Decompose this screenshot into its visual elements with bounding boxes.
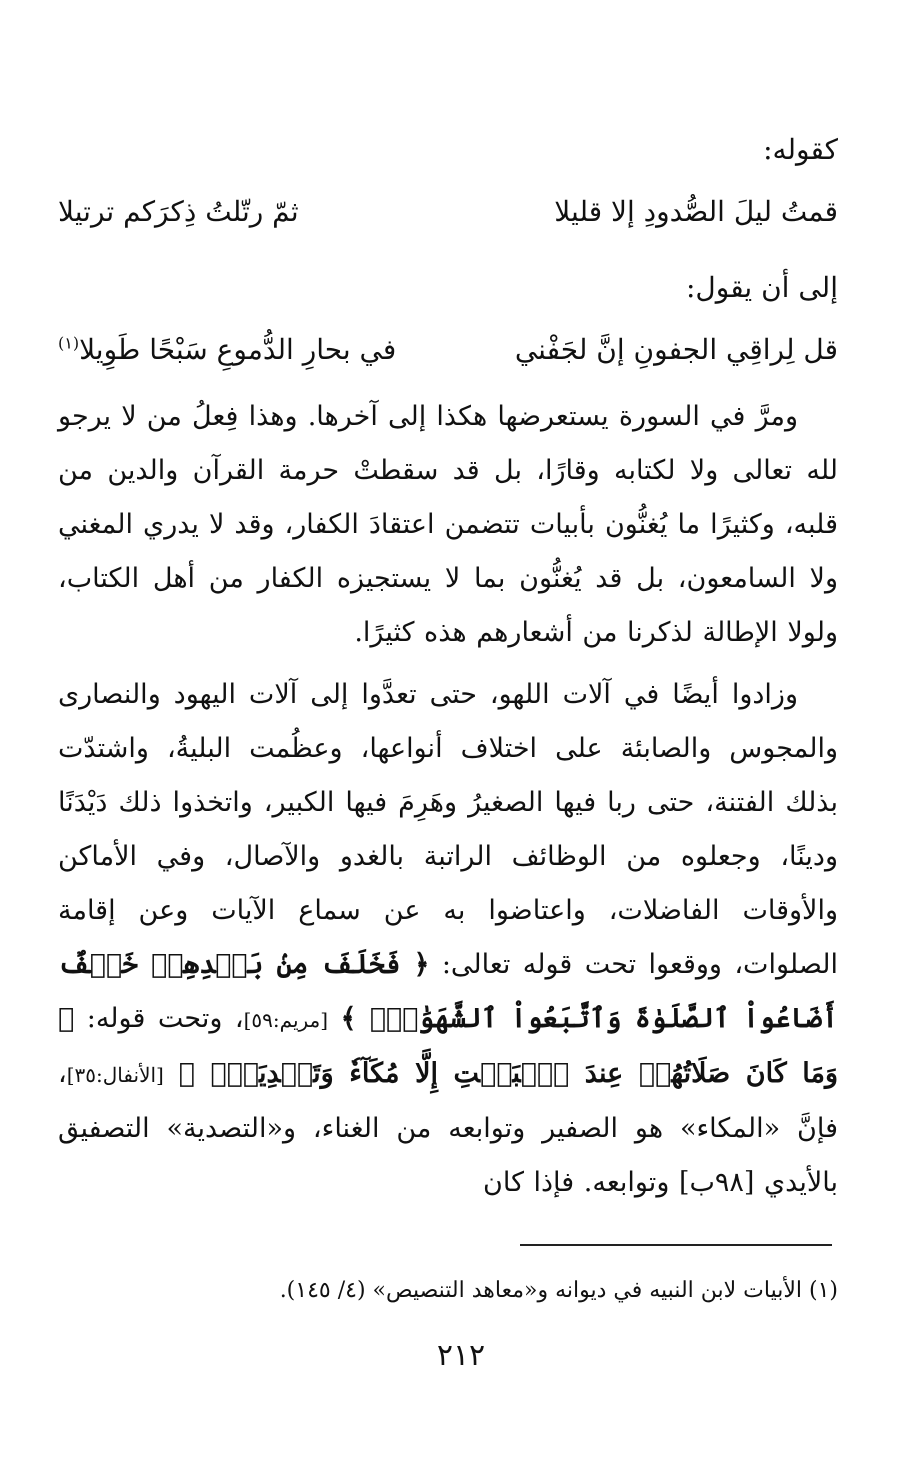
paragraph-2-part-2: ، وتحت قوله:: [86, 1003, 244, 1034]
footnote: (١) الأبيات لابن النبيه في ديوانه و«معاهد التنصيص» (٤/ ١٤٥).: [279, 1278, 838, 1303]
footnote-reference: (١): [58, 333, 80, 353]
footnote-divider: [520, 1244, 832, 1246]
verse-line-2: [58, 318, 838, 382]
verse-1-second-hemistich: ثمّ رتّلتُ ذِكرَكم ترتيلا: [58, 195, 299, 228]
paragraph-2-part-1: وزادوا أيضًا في آلات اللهو، حتى تعدَّوا إلى آلات اليهود والنصارى والمجوس والصابئة على اختلاف أنواعها، وعظُمت البليةُ، واشتدّت بذلك الفتنة، حتى ربا فيها الصغيرُ وهَرِمَ فيها الكبير، واتخذوا ذلك دَيْدَنًا ودينًا، وجعلوه من الوظائف الراتبة بالغدو والآصال، وفي الأماكن والأوقات الفاضلات، واعتاضوا به عن سماع الآيات وعن إقامة الصلوات، ووقعوا تحت قوله تعالى:: [58, 679, 838, 980]
intro-line-2: إلى أن يقول:: [686, 271, 838, 304]
quran-verse-1: ﴿ فَخَلَفَ مِنۢ بَعۡدِهِمۡ خَلۡفٌ أَضَاعُواْ ٱلصَّلَوٰةَ وَٱتَّبَعُواْ ٱلشَّهَوَٰتِۖ ﴾: [58, 949, 838, 1034]
verse-2-second-hemistich: [58, 318, 396, 382]
verse-1-first-hemistich: قمتُ ليلَ الصُّدودِ إلا قليلا: [554, 195, 838, 228]
verse-2-second-text: في بحارِ الدُّموعِ سَبْحًا طَوِيلا: [79, 333, 397, 366]
quran-citation-2: [الأنفال:٣٥]: [66, 1063, 164, 1087]
quran-citation-1: [مريم:٥٩]: [243, 1008, 329, 1032]
verse-2-first-hemistich: قل لِراقِي الجفونِ إنَّ لجَفْني: [514, 333, 838, 366]
page-body: [58, 120, 838, 1210]
intro-line-1: كقوله:: [763, 133, 838, 166]
page-number: ٢١٢: [436, 1338, 486, 1373]
paragraph-2-part-3: ، فإنَّ «المكاء» هو الصفير وتوابعه من الغناء، و«التصدية» التصفيق بالأيدي [٩٨ب] وتوابعه. فإذا كان: [58, 1058, 838, 1198]
paragraph-1: ومرَّ في السورة يستعرضها هكذا إلى آخرها. وهذا فِعلُ من لا يرجو لله تعالى ولا لكتابه وقارًا، بل قد سقطتْ حرمة القرآن والدين من قلبه، وكثيرًا ما يُغنُّون بأبيات تتضمن اعتقادَ الكفار، وقد لا يدري المغني ولا السامعون، بل قد يُغنُّون بما لا يستجيزه الكفار من أهل الكتاب، ولولا الإطالة لذكرنا من أشعارهم هذه كثيرًا.: [58, 401, 838, 648]
quran-verse-2: ﴿ وَمَا كَانَ صَلَاتُهُمۡ عِندَ ٱلۡبَيۡتِ إِلَّا مُكَآءٗ وَتَصۡدِيَةٗۚ ﴾: [58, 1003, 838, 1089]
verse-line-1: [58, 180, 838, 244]
paragraph-2: [58, 668, 838, 1210]
